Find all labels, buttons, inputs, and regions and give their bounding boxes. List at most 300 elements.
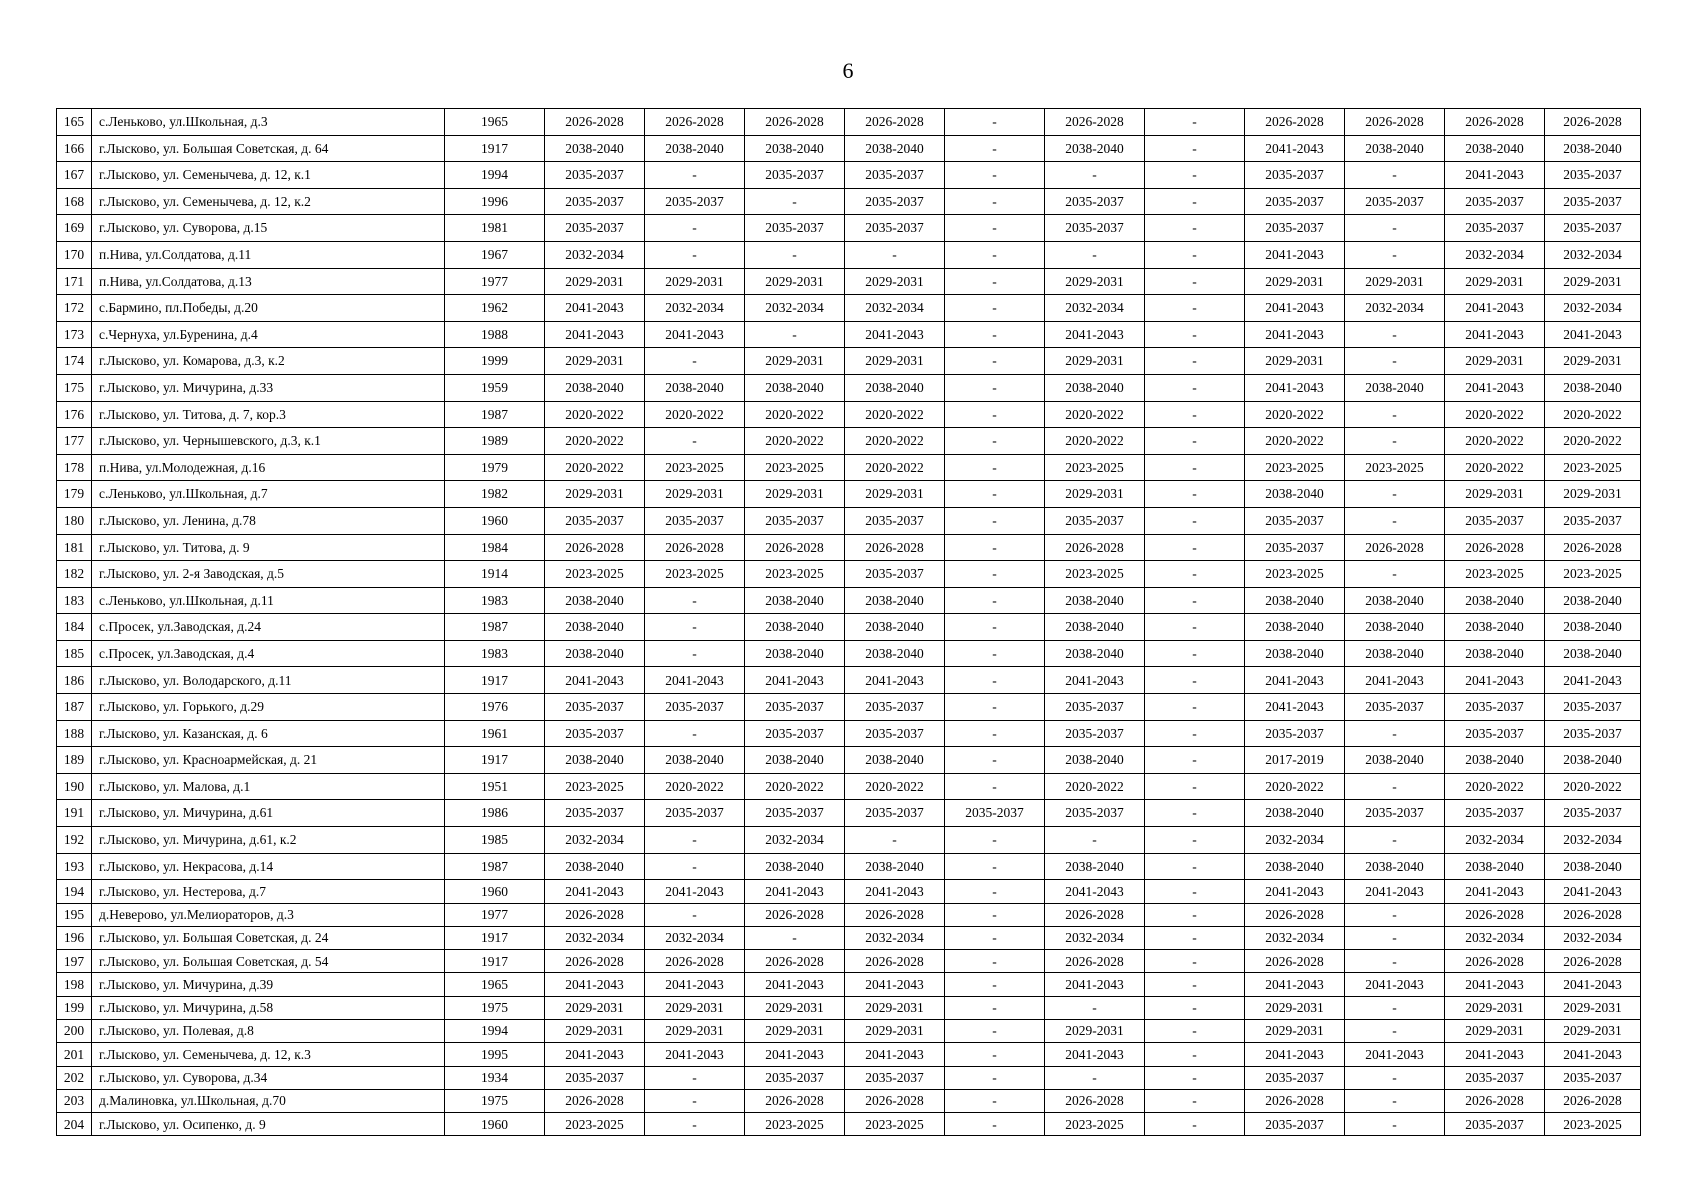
period-col-2-cell: 2035-2037 xyxy=(645,694,745,721)
period-col-6-cell: 2029-2031 xyxy=(1045,348,1145,375)
period-col-4-cell: 2029-2031 xyxy=(845,348,945,375)
period-col-11-cell: 2038-2040 xyxy=(1545,640,1641,667)
period-col-5-cell: - xyxy=(945,295,1045,322)
period-col-11-cell: 2032-2034 xyxy=(1545,827,1641,854)
period-col-2-cell: 2020-2022 xyxy=(645,401,745,428)
year-built-cell: 1983 xyxy=(445,640,545,667)
period-col-4-cell: 2041-2043 xyxy=(845,973,945,996)
period-col-5-cell: - xyxy=(945,215,1045,242)
period-col-6-cell: 2026-2028 xyxy=(1045,950,1145,973)
period-col-1-cell: 2041-2043 xyxy=(545,667,645,694)
period-col-10-cell: 2038-2040 xyxy=(1445,587,1545,614)
period-col-9-cell: 2035-2037 xyxy=(1345,694,1445,721)
period-col-7-cell: - xyxy=(1145,853,1245,880)
table-row xyxy=(57,241,1641,268)
year-built-cell: 1975 xyxy=(445,1089,545,1112)
period-col-8-cell: 2038-2040 xyxy=(1245,800,1345,827)
year-built-cell: 1960 xyxy=(445,880,545,903)
year-built-cell: 1951 xyxy=(445,773,545,800)
table-row xyxy=(57,694,1641,721)
period-col-11-cell: 2032-2034 xyxy=(1545,295,1641,322)
period-col-5-cell: - xyxy=(945,640,1045,667)
period-col-9-cell: 2026-2028 xyxy=(1345,534,1445,561)
period-col-7-cell: - xyxy=(1145,950,1245,973)
address-cell: г.Лысково, ул. Семенычева, д. 12, к.1 xyxy=(92,162,445,189)
period-col-2-cell: - xyxy=(645,428,745,455)
period-col-9-cell: - xyxy=(1345,561,1445,588)
period-col-7-cell: - xyxy=(1145,773,1245,800)
page-number: 6 xyxy=(842,58,854,83)
period-col-4-cell: 2020-2022 xyxy=(845,454,945,481)
period-col-7-cell: - xyxy=(1145,720,1245,747)
period-col-9-cell: 2038-2040 xyxy=(1345,135,1445,162)
row-number-cell: 188 xyxy=(57,720,92,747)
period-col-8-cell: 2020-2022 xyxy=(1245,428,1345,455)
row-number-cell: 196 xyxy=(57,926,92,949)
year-built-cell: 1995 xyxy=(445,1043,545,1066)
period-col-8-cell: 2038-2040 xyxy=(1245,587,1345,614)
period-col-8-cell: 2038-2040 xyxy=(1245,853,1345,880)
period-col-4-cell: 2026-2028 xyxy=(845,534,945,561)
year-built-cell: 1976 xyxy=(445,694,545,721)
period-col-6-cell: 2023-2025 xyxy=(1045,561,1145,588)
period-col-11-cell: 2035-2037 xyxy=(1545,507,1641,534)
table-row xyxy=(57,162,1641,189)
table-row xyxy=(57,640,1641,667)
period-col-11-cell: 2029-2031 xyxy=(1545,996,1641,1019)
period-col-1-cell: 2038-2040 xyxy=(545,135,645,162)
period-col-4-cell: 2041-2043 xyxy=(845,880,945,903)
row-number-cell: 198 xyxy=(57,973,92,996)
period-col-4-cell: 2041-2043 xyxy=(845,321,945,348)
period-col-3-cell: 2041-2043 xyxy=(745,667,845,694)
period-col-5-cell: - xyxy=(945,880,1045,903)
table-row xyxy=(57,268,1641,295)
period-col-3-cell: - xyxy=(745,188,845,215)
period-col-5-cell: - xyxy=(945,773,1045,800)
period-col-9-cell: - xyxy=(1345,903,1445,926)
period-col-5-cell: - xyxy=(945,973,1045,996)
period-col-11-cell: 2032-2034 xyxy=(1545,241,1641,268)
period-col-5-cell: - xyxy=(945,747,1045,774)
period-col-1-cell: 2029-2031 xyxy=(545,481,645,508)
period-col-2-cell: 2029-2031 xyxy=(645,268,745,295)
address-cell: г.Лысково, ул. Казанская, д. 6 xyxy=(92,720,445,747)
period-col-11-cell: 2023-2025 xyxy=(1545,454,1641,481)
period-col-6-cell: 2035-2037 xyxy=(1045,694,1145,721)
period-col-4-cell: 2035-2037 xyxy=(845,694,945,721)
year-built-cell: 1917 xyxy=(445,747,545,774)
period-col-1-cell: 2035-2037 xyxy=(545,188,645,215)
period-col-8-cell: 2041-2043 xyxy=(1245,374,1345,401)
period-col-4-cell: 2035-2037 xyxy=(845,561,945,588)
table-row xyxy=(57,1066,1641,1089)
period-col-10-cell: 2026-2028 xyxy=(1445,1089,1545,1112)
period-col-3-cell: 2026-2028 xyxy=(745,534,845,561)
address-cell: г.Лысково, ул. Суворова, д.15 xyxy=(92,215,445,242)
period-col-6-cell: - xyxy=(1045,162,1145,189)
address-cell: г.Лысково, ул. Суворова, д.34 xyxy=(92,1066,445,1089)
period-col-1-cell: 2041-2043 xyxy=(545,973,645,996)
period-col-7-cell: - xyxy=(1145,1113,1245,1136)
row-number-cell: 183 xyxy=(57,587,92,614)
period-col-6-cell: 2032-2034 xyxy=(1045,926,1145,949)
row-number-cell: 166 xyxy=(57,135,92,162)
period-col-10-cell: 2029-2031 xyxy=(1445,348,1545,375)
period-col-4-cell: 2029-2031 xyxy=(845,1020,945,1043)
period-col-5-cell: - xyxy=(945,348,1045,375)
period-col-1-cell: 2035-2037 xyxy=(545,162,645,189)
period-col-5-cell: - xyxy=(945,109,1045,136)
period-col-8-cell: 2035-2037 xyxy=(1245,162,1345,189)
period-col-6-cell: 2038-2040 xyxy=(1045,614,1145,641)
period-col-11-cell: 2038-2040 xyxy=(1545,374,1641,401)
address-cell: г.Лысково, ул. Осипенко, д. 9 xyxy=(92,1113,445,1136)
address-cell: г.Лысково, ул. Семенычева, д. 12, к.2 xyxy=(92,188,445,215)
period-col-9-cell: 2038-2040 xyxy=(1345,587,1445,614)
period-col-2-cell: 2038-2040 xyxy=(645,374,745,401)
year-built-cell: 1917 xyxy=(445,667,545,694)
address-cell: с.Леньково, ул.Школьная, д.3 xyxy=(92,109,445,136)
period-col-3-cell: 2038-2040 xyxy=(745,135,845,162)
address-cell: г.Лысково, ул. Ленина, д.78 xyxy=(92,507,445,534)
period-col-3-cell: 2023-2025 xyxy=(745,454,845,481)
period-col-6-cell: 2035-2037 xyxy=(1045,507,1145,534)
period-col-9-cell: 2041-2043 xyxy=(1345,880,1445,903)
row-number-cell: 200 xyxy=(57,1020,92,1043)
period-col-7-cell: - xyxy=(1145,188,1245,215)
period-col-5-cell: - xyxy=(945,241,1045,268)
period-col-7-cell: - xyxy=(1145,587,1245,614)
period-col-9-cell: 2041-2043 xyxy=(1345,973,1445,996)
period-col-2-cell: - xyxy=(645,1066,745,1089)
table-row xyxy=(57,295,1641,322)
period-col-3-cell: 2041-2043 xyxy=(745,1043,845,1066)
period-col-8-cell: 2038-2040 xyxy=(1245,481,1345,508)
period-col-8-cell: 2026-2028 xyxy=(1245,1089,1345,1112)
period-col-3-cell: 2032-2034 xyxy=(745,295,845,322)
year-built-cell: 1983 xyxy=(445,587,545,614)
row-number-cell: 202 xyxy=(57,1066,92,1089)
period-col-4-cell: 2026-2028 xyxy=(845,950,945,973)
period-col-6-cell: - xyxy=(1045,996,1145,1019)
table-row xyxy=(57,926,1641,949)
period-col-6-cell: - xyxy=(1045,1066,1145,1089)
table-row xyxy=(57,561,1641,588)
row-number-cell: 187 xyxy=(57,694,92,721)
period-col-9-cell: - xyxy=(1345,950,1445,973)
period-col-9-cell: 2029-2031 xyxy=(1345,268,1445,295)
row-number-cell: 171 xyxy=(57,268,92,295)
period-col-8-cell: 2041-2043 xyxy=(1245,694,1345,721)
period-col-4-cell: 2035-2037 xyxy=(845,162,945,189)
period-col-8-cell: 2035-2037 xyxy=(1245,215,1345,242)
period-col-3-cell: 2041-2043 xyxy=(745,880,845,903)
period-col-6-cell: 2035-2037 xyxy=(1045,215,1145,242)
year-built-cell: 1977 xyxy=(445,903,545,926)
address-cell: г.Лысково, ул. Красноармейская, д. 21 xyxy=(92,747,445,774)
year-built-cell: 1987 xyxy=(445,614,545,641)
period-col-3-cell: - xyxy=(745,241,845,268)
address-cell: г.Лысково, ул. Чернышевского, д.3, к.1 xyxy=(92,428,445,455)
period-col-5-cell: - xyxy=(945,926,1045,949)
period-col-6-cell: 2029-2031 xyxy=(1045,268,1145,295)
row-number-cell: 203 xyxy=(57,1089,92,1112)
period-col-8-cell: 2041-2043 xyxy=(1245,1043,1345,1066)
period-col-7-cell: - xyxy=(1145,903,1245,926)
period-col-11-cell: 2020-2022 xyxy=(1545,773,1641,800)
address-cell: г.Лысково, ул. Мичурина, д.58 xyxy=(92,996,445,1019)
address-cell: г.Лысково, ул. Мичурина, д.39 xyxy=(92,973,445,996)
period-col-11-cell: 2041-2043 xyxy=(1545,321,1641,348)
period-col-9-cell: - xyxy=(1345,162,1445,189)
period-col-11-cell: 2029-2031 xyxy=(1545,268,1641,295)
period-col-6-cell: 2023-2025 xyxy=(1045,454,1145,481)
year-built-cell: 1986 xyxy=(445,800,545,827)
table-row xyxy=(57,188,1641,215)
period-col-11-cell: 2035-2037 xyxy=(1545,800,1641,827)
period-col-7-cell: - xyxy=(1145,1089,1245,1112)
period-col-11-cell: 2026-2028 xyxy=(1545,109,1641,136)
period-col-10-cell: 2032-2034 xyxy=(1445,827,1545,854)
period-col-2-cell: 2041-2043 xyxy=(645,321,745,348)
row-number-cell: 167 xyxy=(57,162,92,189)
period-col-10-cell: 2035-2037 xyxy=(1445,720,1545,747)
period-col-10-cell: 2029-2031 xyxy=(1445,268,1545,295)
period-col-1-cell: 2038-2040 xyxy=(545,640,645,667)
period-col-1-cell: 2038-2040 xyxy=(545,587,645,614)
period-col-10-cell: 2038-2040 xyxy=(1445,135,1545,162)
year-built-cell: 1967 xyxy=(445,241,545,268)
year-built-cell: 1914 xyxy=(445,561,545,588)
row-number-cell: 193 xyxy=(57,853,92,880)
period-col-8-cell: 2035-2037 xyxy=(1245,1066,1345,1089)
row-number-cell: 169 xyxy=(57,215,92,242)
period-col-2-cell: 2032-2034 xyxy=(645,295,745,322)
year-built-cell: 1989 xyxy=(445,428,545,455)
period-col-8-cell: 2041-2043 xyxy=(1245,241,1345,268)
row-number-cell: 189 xyxy=(57,747,92,774)
period-col-10-cell: 2035-2037 xyxy=(1445,694,1545,721)
table-row xyxy=(57,109,1641,136)
period-col-8-cell: 2023-2025 xyxy=(1245,454,1345,481)
period-col-10-cell: 2041-2043 xyxy=(1445,321,1545,348)
period-col-5-cell: - xyxy=(945,374,1045,401)
period-col-3-cell: 2026-2028 xyxy=(745,950,845,973)
period-col-9-cell: 2023-2025 xyxy=(1345,454,1445,481)
period-col-3-cell: 2023-2025 xyxy=(745,561,845,588)
period-col-2-cell: - xyxy=(645,640,745,667)
address-cell: г.Лысково, ул. Большая Советская, д. 54 xyxy=(92,950,445,973)
period-col-10-cell: 2035-2037 xyxy=(1445,188,1545,215)
period-col-5-cell: - xyxy=(945,614,1045,641)
row-number-cell: 197 xyxy=(57,950,92,973)
period-col-2-cell: - xyxy=(645,241,745,268)
year-built-cell: 1994 xyxy=(445,1020,545,1043)
period-col-1-cell: 2020-2022 xyxy=(545,454,645,481)
period-col-11-cell: 2038-2040 xyxy=(1545,853,1641,880)
row-number-cell: 194 xyxy=(57,880,92,903)
period-col-6-cell: 2035-2037 xyxy=(1045,720,1145,747)
year-built-cell: 1996 xyxy=(445,188,545,215)
period-col-4-cell: 2023-2025 xyxy=(845,1113,945,1136)
period-col-9-cell: - xyxy=(1345,773,1445,800)
period-col-5-cell: 2035-2037 xyxy=(945,800,1045,827)
row-number-cell: 182 xyxy=(57,561,92,588)
period-col-5-cell: - xyxy=(945,481,1045,508)
period-col-3-cell: 2035-2037 xyxy=(745,800,845,827)
year-built-cell: 1961 xyxy=(445,720,545,747)
period-col-3-cell: 2038-2040 xyxy=(745,747,845,774)
period-col-3-cell: 2029-2031 xyxy=(745,348,845,375)
period-col-10-cell: 2026-2028 xyxy=(1445,109,1545,136)
row-number-cell: 170 xyxy=(57,241,92,268)
period-col-8-cell: 2020-2022 xyxy=(1245,401,1345,428)
period-col-2-cell: - xyxy=(645,720,745,747)
period-col-1-cell: 2032-2034 xyxy=(545,926,645,949)
table-row xyxy=(57,950,1641,973)
period-col-8-cell: 2035-2037 xyxy=(1245,507,1345,534)
row-number-cell: 201 xyxy=(57,1043,92,1066)
row-number-cell: 177 xyxy=(57,428,92,455)
period-col-4-cell: 2035-2037 xyxy=(845,1066,945,1089)
address-cell: с.Леньково, ул.Школьная, д.7 xyxy=(92,481,445,508)
period-col-9-cell: - xyxy=(1345,996,1445,1019)
period-col-5-cell: - xyxy=(945,188,1045,215)
period-col-2-cell: 2038-2040 xyxy=(645,135,745,162)
period-col-5-cell: - xyxy=(945,321,1045,348)
period-col-5-cell: - xyxy=(945,996,1045,1019)
table-row xyxy=(57,880,1641,903)
period-col-4-cell: 2038-2040 xyxy=(845,587,945,614)
year-built-cell: 1984 xyxy=(445,534,545,561)
period-col-1-cell: 2041-2043 xyxy=(545,1043,645,1066)
period-col-9-cell: - xyxy=(1345,401,1445,428)
period-col-5-cell: - xyxy=(945,587,1045,614)
period-col-11-cell: 2038-2040 xyxy=(1545,614,1641,641)
period-col-9-cell: 2038-2040 xyxy=(1345,747,1445,774)
period-col-8-cell: 2035-2037 xyxy=(1245,534,1345,561)
row-number-cell: 186 xyxy=(57,667,92,694)
period-col-7-cell: - xyxy=(1145,295,1245,322)
year-built-cell: 1960 xyxy=(445,507,545,534)
period-col-7-cell: - xyxy=(1145,996,1245,1019)
period-col-1-cell: 2038-2040 xyxy=(545,853,645,880)
address-cell: г.Лысково, ул. Мичурина, д.61 xyxy=(92,800,445,827)
year-built-cell: 1987 xyxy=(445,401,545,428)
period-col-6-cell: 2026-2028 xyxy=(1045,534,1145,561)
period-col-6-cell: 2038-2040 xyxy=(1045,640,1145,667)
period-col-1-cell: 2026-2028 xyxy=(545,109,645,136)
period-col-9-cell: 2035-2037 xyxy=(1345,800,1445,827)
row-number-cell: 179 xyxy=(57,481,92,508)
period-col-9-cell: - xyxy=(1345,1066,1445,1089)
period-col-9-cell: - xyxy=(1345,720,1445,747)
period-col-2-cell: - xyxy=(645,614,745,641)
year-built-cell: 1917 xyxy=(445,135,545,162)
period-col-4-cell: 2035-2037 xyxy=(845,188,945,215)
period-col-5-cell: - xyxy=(945,1089,1045,1112)
period-col-7-cell: - xyxy=(1145,481,1245,508)
period-col-11-cell: 2035-2037 xyxy=(1545,1066,1641,1089)
period-col-6-cell: 2041-2043 xyxy=(1045,321,1145,348)
table-row xyxy=(57,321,1641,348)
period-col-9-cell: 2041-2043 xyxy=(1345,667,1445,694)
address-cell: г.Лысково, ул. Нестерова, д.7 xyxy=(92,880,445,903)
period-col-10-cell: 2035-2037 xyxy=(1445,215,1545,242)
period-col-10-cell: 2041-2043 xyxy=(1445,1043,1545,1066)
period-col-10-cell: 2026-2028 xyxy=(1445,950,1545,973)
period-col-7-cell: - xyxy=(1145,348,1245,375)
period-col-6-cell: 2041-2043 xyxy=(1045,973,1145,996)
period-col-5-cell: - xyxy=(945,1113,1045,1136)
period-col-1-cell: 2038-2040 xyxy=(545,747,645,774)
period-col-1-cell: 2020-2022 xyxy=(545,428,645,455)
row-number-cell: 168 xyxy=(57,188,92,215)
period-col-7-cell: - xyxy=(1145,401,1245,428)
period-col-2-cell: 2038-2040 xyxy=(645,747,745,774)
address-cell: с.Просек, ул.Заводская, д.4 xyxy=(92,640,445,667)
period-col-3-cell: 2020-2022 xyxy=(745,401,845,428)
period-col-9-cell: - xyxy=(1345,1020,1445,1043)
period-col-3-cell: - xyxy=(745,321,845,348)
period-col-3-cell: 2035-2037 xyxy=(745,215,845,242)
period-col-3-cell: 2026-2028 xyxy=(745,903,845,926)
period-col-4-cell: 2032-2034 xyxy=(845,926,945,949)
period-col-7-cell: - xyxy=(1145,268,1245,295)
period-col-6-cell: 2038-2040 xyxy=(1045,374,1145,401)
period-col-1-cell: 2029-2031 xyxy=(545,996,645,1019)
period-col-5-cell: - xyxy=(945,903,1045,926)
period-col-11-cell: 2026-2028 xyxy=(1545,1089,1641,1112)
period-col-7-cell: - xyxy=(1145,973,1245,996)
year-built-cell: 1962 xyxy=(445,295,545,322)
period-col-6-cell: 2026-2028 xyxy=(1045,1089,1145,1112)
table-row xyxy=(57,747,1641,774)
period-col-6-cell: 2041-2043 xyxy=(1045,1043,1145,1066)
row-number-cell: 172 xyxy=(57,295,92,322)
year-built-cell: 1988 xyxy=(445,321,545,348)
address-cell: с.Чернуха, ул.Буренина, д.4 xyxy=(92,321,445,348)
address-cell: г.Лысково, ул. Полевая, д.8 xyxy=(92,1020,445,1043)
period-col-1-cell: 2029-2031 xyxy=(545,348,645,375)
table-row xyxy=(57,215,1641,242)
period-col-4-cell: 2035-2037 xyxy=(845,507,945,534)
period-col-9-cell: 2026-2028 xyxy=(1345,109,1445,136)
period-col-10-cell: 2020-2022 xyxy=(1445,773,1545,800)
period-col-2-cell: 2023-2025 xyxy=(645,454,745,481)
period-col-8-cell: 2023-2025 xyxy=(1245,561,1345,588)
year-built-cell: 1994 xyxy=(445,162,545,189)
table-row xyxy=(57,534,1641,561)
period-col-10-cell: 2038-2040 xyxy=(1445,640,1545,667)
address-cell: г.Лысково, ул. Комарова, д.3, к.2 xyxy=(92,348,445,375)
period-col-10-cell: 2029-2031 xyxy=(1445,996,1545,1019)
schedule-table xyxy=(56,108,1641,1136)
address-cell: г.Лысково, ул. Мичурина, д.61, к.2 xyxy=(92,827,445,854)
period-col-11-cell: 2026-2028 xyxy=(1545,950,1641,973)
period-col-1-cell: 2029-2031 xyxy=(545,268,645,295)
period-col-11-cell: 2032-2034 xyxy=(1545,926,1641,949)
period-col-5-cell: - xyxy=(945,720,1045,747)
period-col-8-cell: 2029-2031 xyxy=(1245,348,1345,375)
period-col-8-cell: 2041-2043 xyxy=(1245,973,1345,996)
table-row xyxy=(57,401,1641,428)
period-col-11-cell: 2041-2043 xyxy=(1545,973,1641,996)
period-col-2-cell: 2035-2037 xyxy=(645,507,745,534)
address-cell: с.Бармино, пл.Победы, д.20 xyxy=(92,295,445,322)
period-col-8-cell: 2041-2043 xyxy=(1245,295,1345,322)
